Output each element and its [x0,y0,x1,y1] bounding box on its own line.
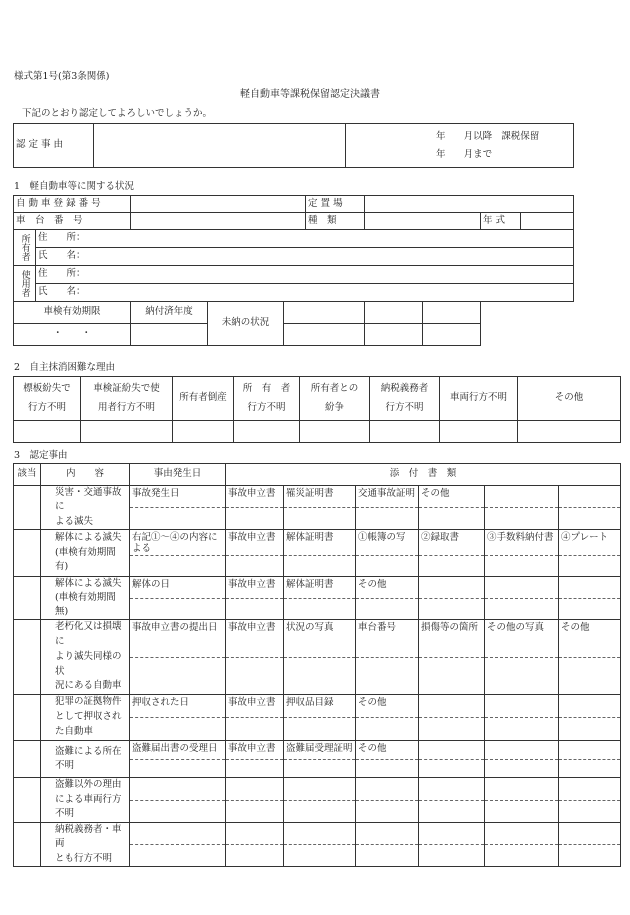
doc-check-field[interactable] [284,658,356,695]
doc-label [485,576,559,598]
doc-label [485,823,559,845]
doc-check-field[interactable] [226,599,284,620]
reason-header-line: その他 [554,392,584,404]
check-cell[interactable] [14,529,41,576]
form-number: 様式第1号(第3条関係) [14,71,110,82]
reason-header-line: 車両行方不明 [449,392,507,404]
check-cell[interactable] [14,823,41,867]
doc-label: 罹災証明書 [284,486,356,508]
header-date: 事由発生日 [130,464,226,486]
doc-check-field[interactable] [226,759,284,777]
reason-check-4[interactable] [300,421,370,443]
reason-check-3[interactable] [234,421,300,443]
doc-label: ③手数料納付書 [485,529,559,555]
doc-check-field[interactable] [284,555,356,576]
reg-no-field[interactable] [131,196,306,213]
reason-check-5[interactable] [370,421,440,443]
content-line: た自動車 [55,725,94,737]
user-address-field[interactable]: 住 所： [36,266,574,284]
event-date-field[interactable] [130,599,226,620]
doc-check-field[interactable] [356,599,419,620]
content-line: より滅失同様の状 [55,650,122,677]
doc-check-field[interactable] [226,658,284,695]
doc-check-field[interactable] [226,801,284,823]
doc-label [356,777,419,800]
doc-check-field[interactable] [559,801,621,823]
event-date-field[interactable] [130,555,226,576]
nintei-period[interactable]: 年 月以降 課税保留 年 月まで [346,124,574,168]
event-date-field[interactable] [130,658,226,695]
reason-header-0 [14,377,81,421]
reason-table [13,376,621,443]
doc-check-field[interactable] [284,717,356,740]
owner-name-field[interactable]: 氏 名： [36,248,574,266]
doc-label [419,823,485,845]
doc-label [284,777,356,800]
reason-header-line: 行方不明 [247,401,286,413]
doc-check-field[interactable] [559,759,621,777]
content-line: とも行方不明 [55,852,113,864]
content-line: 況にある自動車 [55,680,122,692]
doc-label: 押収品目録 [284,694,356,717]
reason-header-3 [234,377,300,421]
doc-label: その他 [356,740,419,759]
event-date-label: 盗難届出書の受理日 [130,740,226,759]
doc-check-field[interactable] [485,717,559,740]
content-line: による車両行方 [55,793,122,805]
owner-label: 所有者 [14,230,36,266]
unpaid-cell-3[interactable] [423,302,481,324]
unpaid-cell-5[interactable] [365,324,423,346]
doc-label: 車台番号 [356,620,419,658]
content-line: 不明 [55,759,75,771]
user-label: 使用者 [14,266,36,302]
content-cell [41,777,130,822]
content-cell [41,486,130,530]
section1-heading: 1 軽自動車等に関する状況 [14,181,135,192]
inspection-field[interactable]: ・ ・ [14,324,131,346]
reason-header-2 [173,377,234,421]
content-cell [41,529,130,576]
doc-check-field[interactable] [419,599,485,620]
reason-header-line: 所有者倒産 [179,392,227,404]
doc-label [419,740,485,759]
doc-label: 解体証明書 [284,529,356,555]
doc-check-field[interactable] [485,844,559,866]
content-line: 解体による滅失 [55,532,122,544]
doc-check-field[interactable] [559,844,621,866]
check-cell[interactable] [14,694,41,740]
doc-label [485,486,559,508]
storage-field[interactable] [365,196,574,213]
doc-label [559,777,621,800]
doc-label: その他の写真 [485,620,559,658]
doc-check-field[interactable] [485,658,559,695]
doc-check-field[interactable] [419,801,485,823]
doc-label [559,694,621,717]
doc-label [559,823,621,845]
doc-check-field[interactable] [419,658,485,695]
doc-label: ④プレート [559,529,621,555]
check-cell[interactable] [14,740,41,777]
vehicle-status-table [13,195,574,346]
doc-check-field[interactable] [356,508,419,529]
reason-check-0[interactable] [14,421,81,443]
unpaid-cell-6[interactable] [423,324,481,346]
doc-label: その他 [559,620,621,658]
doc-check-field[interactable] [485,555,559,576]
doc-label: ①帳簿の写 [356,529,419,555]
content-line: 犯罪の証拠物件 [55,696,122,708]
doc-label: ②録取書 [419,529,485,555]
section3-heading: 3 認定事由 [14,450,68,461]
doc-check-field[interactable] [356,658,419,695]
doc-check-field[interactable] [485,759,559,777]
doc-label [419,777,485,800]
table-row [14,740,621,759]
table-row [14,823,621,845]
reason-header-line: 所有者との [310,383,359,395]
doc-label: 事故申立書 [226,529,284,555]
content-line: 災害・交通事故に [55,487,122,513]
check-cell[interactable] [14,486,41,530]
content-line: 解体による滅失 [55,577,122,589]
unpaid-label: 未納の状況 [208,302,284,346]
doc-check-field[interactable] [284,508,356,529]
reason-header-line: 所 有 者 [242,383,291,395]
content-cell [41,823,130,867]
content-line: 盗難による所在 [55,745,122,757]
doc-check-field[interactable] [284,759,356,777]
doc-check-field[interactable] [419,717,485,740]
doc-label: 事故申立書 [226,486,284,508]
doc-check-field[interactable] [419,555,485,576]
event-date-label: 右記①～④の内容による [130,529,226,555]
unpaid-cell-4[interactable] [284,324,365,346]
chassis-field[interactable] [131,213,306,230]
unpaid-cell-blank [481,302,574,324]
doc-label: 状況の写真 [284,620,356,658]
chassis-label: 車 台 番 号 [14,213,131,230]
event-date-field[interactable] [130,717,226,740]
table-row [14,486,621,508]
content-cell [41,740,130,777]
event-date-label: 押収された日 [130,694,226,717]
event-date-field[interactable] [130,508,226,529]
check-cell[interactable] [14,777,41,822]
table-row [14,576,621,598]
owner-address-field[interactable]: 住 所： [36,230,574,248]
doc-label [226,823,284,845]
doc-label: 事故申立書 [226,576,284,598]
reason-check-1[interactable] [81,421,173,443]
doc-label: 損傷等の箇所 [419,620,485,658]
doc-check-field[interactable] [559,717,621,740]
doc-check-field[interactable] [485,801,559,823]
doc-check-field[interactable] [356,801,419,823]
doc-check-field[interactable] [419,508,485,529]
doc-check-field[interactable] [356,759,419,777]
header-check: 該当 [14,464,41,486]
reason-header-7 [518,377,621,421]
doc-label [419,694,485,717]
doc-label [559,576,621,598]
paid-year-field[interactable] [131,324,208,346]
doc-label: 盗難届受理証明 [284,740,356,759]
reason-header-line: 紛争 [324,401,344,413]
doc-label [485,740,559,759]
doc-label [559,740,621,759]
doc-check-field[interactable] [559,508,621,529]
check-cell[interactable] [14,576,41,620]
doc-label: 事故申立書 [226,694,284,717]
doc-check-field[interactable] [226,844,284,866]
doc-label [226,777,284,800]
reason-header-5 [370,377,440,421]
content-line: よる滅失 [55,515,94,527]
content-line: (車検有効期間有) [55,546,116,572]
doc-check-field[interactable] [559,658,621,695]
model-year-field[interactable] [521,213,574,230]
doc-label [485,777,559,800]
doc-check-field[interactable] [356,844,419,866]
doc-check-field[interactable] [226,717,284,740]
doc-check-field[interactable] [559,599,621,620]
document-title: 軽自動車等課税保留認定決議書 [240,89,380,100]
reg-no-label: 自 動 車 登 録 番 号 [14,196,131,213]
event-date-label [130,823,226,845]
event-date-field[interactable] [130,844,226,866]
unpaid-cell-1[interactable] [284,302,365,324]
table-row [14,694,621,717]
user-name-field[interactable]: 氏 名： [36,284,574,302]
nintei-label: 認 定 事 由 [14,124,94,168]
certification-table [13,463,621,867]
doc-label: 解体証明書 [284,576,356,598]
content-cell [41,576,130,620]
unpaid-cell-blank-2 [481,324,574,346]
reason-header-line: 用者行方不明 [97,401,155,413]
doc-label: その他 [419,486,485,508]
reason-header-6 [440,377,518,421]
kind-label: 種 類 [306,213,365,230]
doc-label: その他 [356,576,419,598]
table-row [14,620,621,658]
doc-label [284,823,356,845]
doc-check-field[interactable] [559,555,621,576]
doc-check-field[interactable] [485,599,559,620]
content-line: 納税義務者・車両 [55,824,122,850]
reason-header-1 [81,377,173,421]
doc-check-field[interactable] [419,844,485,866]
reason-header-line: 行方不明 [27,401,66,413]
reason-header-line: 行方不明 [385,401,424,413]
header-docs: 添 付 書 類 [226,464,621,486]
reason-header-line: 納税義務者 [380,383,429,395]
doc-label: 事故申立書 [226,620,284,658]
doc-check-field[interactable] [284,599,356,620]
nintei-table [13,123,574,168]
section2-heading: 2 自主抹消困難な理由 [14,362,116,373]
nintei-reason-field[interactable] [94,124,346,168]
doc-check-field[interactable] [356,717,419,740]
doc-check-field[interactable] [284,844,356,866]
check-cell[interactable] [14,620,41,695]
content-line: 不明 [55,808,75,820]
event-date-label [130,777,226,800]
table-row [14,529,621,555]
reason-header-line: 標板紛失で [23,383,71,395]
reason-header-4 [300,377,370,421]
doc-check-field[interactable] [419,759,485,777]
doc-check-field[interactable] [226,555,284,576]
paid-year-label: 納付済年度 [131,302,208,324]
content-cell [41,694,130,740]
reason-check-2[interactable] [173,421,234,443]
doc-check-field[interactable] [485,508,559,529]
header-content: 内 容 [41,464,130,486]
event-date-label: 事故発生日 [130,486,226,508]
content-cell [41,620,130,695]
doc-label [559,486,621,508]
kind-field[interactable] [365,213,481,230]
event-date-label: 解体の日 [130,576,226,598]
doc-label [356,823,419,845]
doc-check-field[interactable] [226,508,284,529]
model-year-label: 年 式 [481,213,521,230]
doc-check-field[interactable] [356,555,419,576]
event-date-label: 事故申立書の提出日 [130,620,226,658]
doc-label: その他 [356,694,419,717]
content-line: として押収され [55,711,122,723]
event-date-field[interactable] [130,759,226,777]
intro-text: 下記のとおり認定してよろしいでしょうか。 [22,108,213,119]
doc-label: 交通事故証明 [356,486,419,508]
doc-check-field[interactable] [284,801,356,823]
table-row [14,777,621,800]
content-line: 盗難以外の理由 [55,778,122,790]
doc-label: 事故申立書 [226,740,284,759]
reason-check-7[interactable] [518,421,621,443]
doc-label [419,576,485,598]
doc-label [485,694,559,717]
event-date-field[interactable] [130,801,226,823]
storage-label: 定 置 場 [306,196,365,213]
reason-header-line: 車検証紛失で使 [93,383,160,395]
unpaid-cell-2[interactable] [365,302,423,324]
reason-check-6[interactable] [440,421,518,443]
content-line: (車検有効期間無) [55,591,116,618]
inspection-label: 車検有効期限 [14,302,131,324]
content-line: 老朽化又は損壊に [55,621,122,648]
